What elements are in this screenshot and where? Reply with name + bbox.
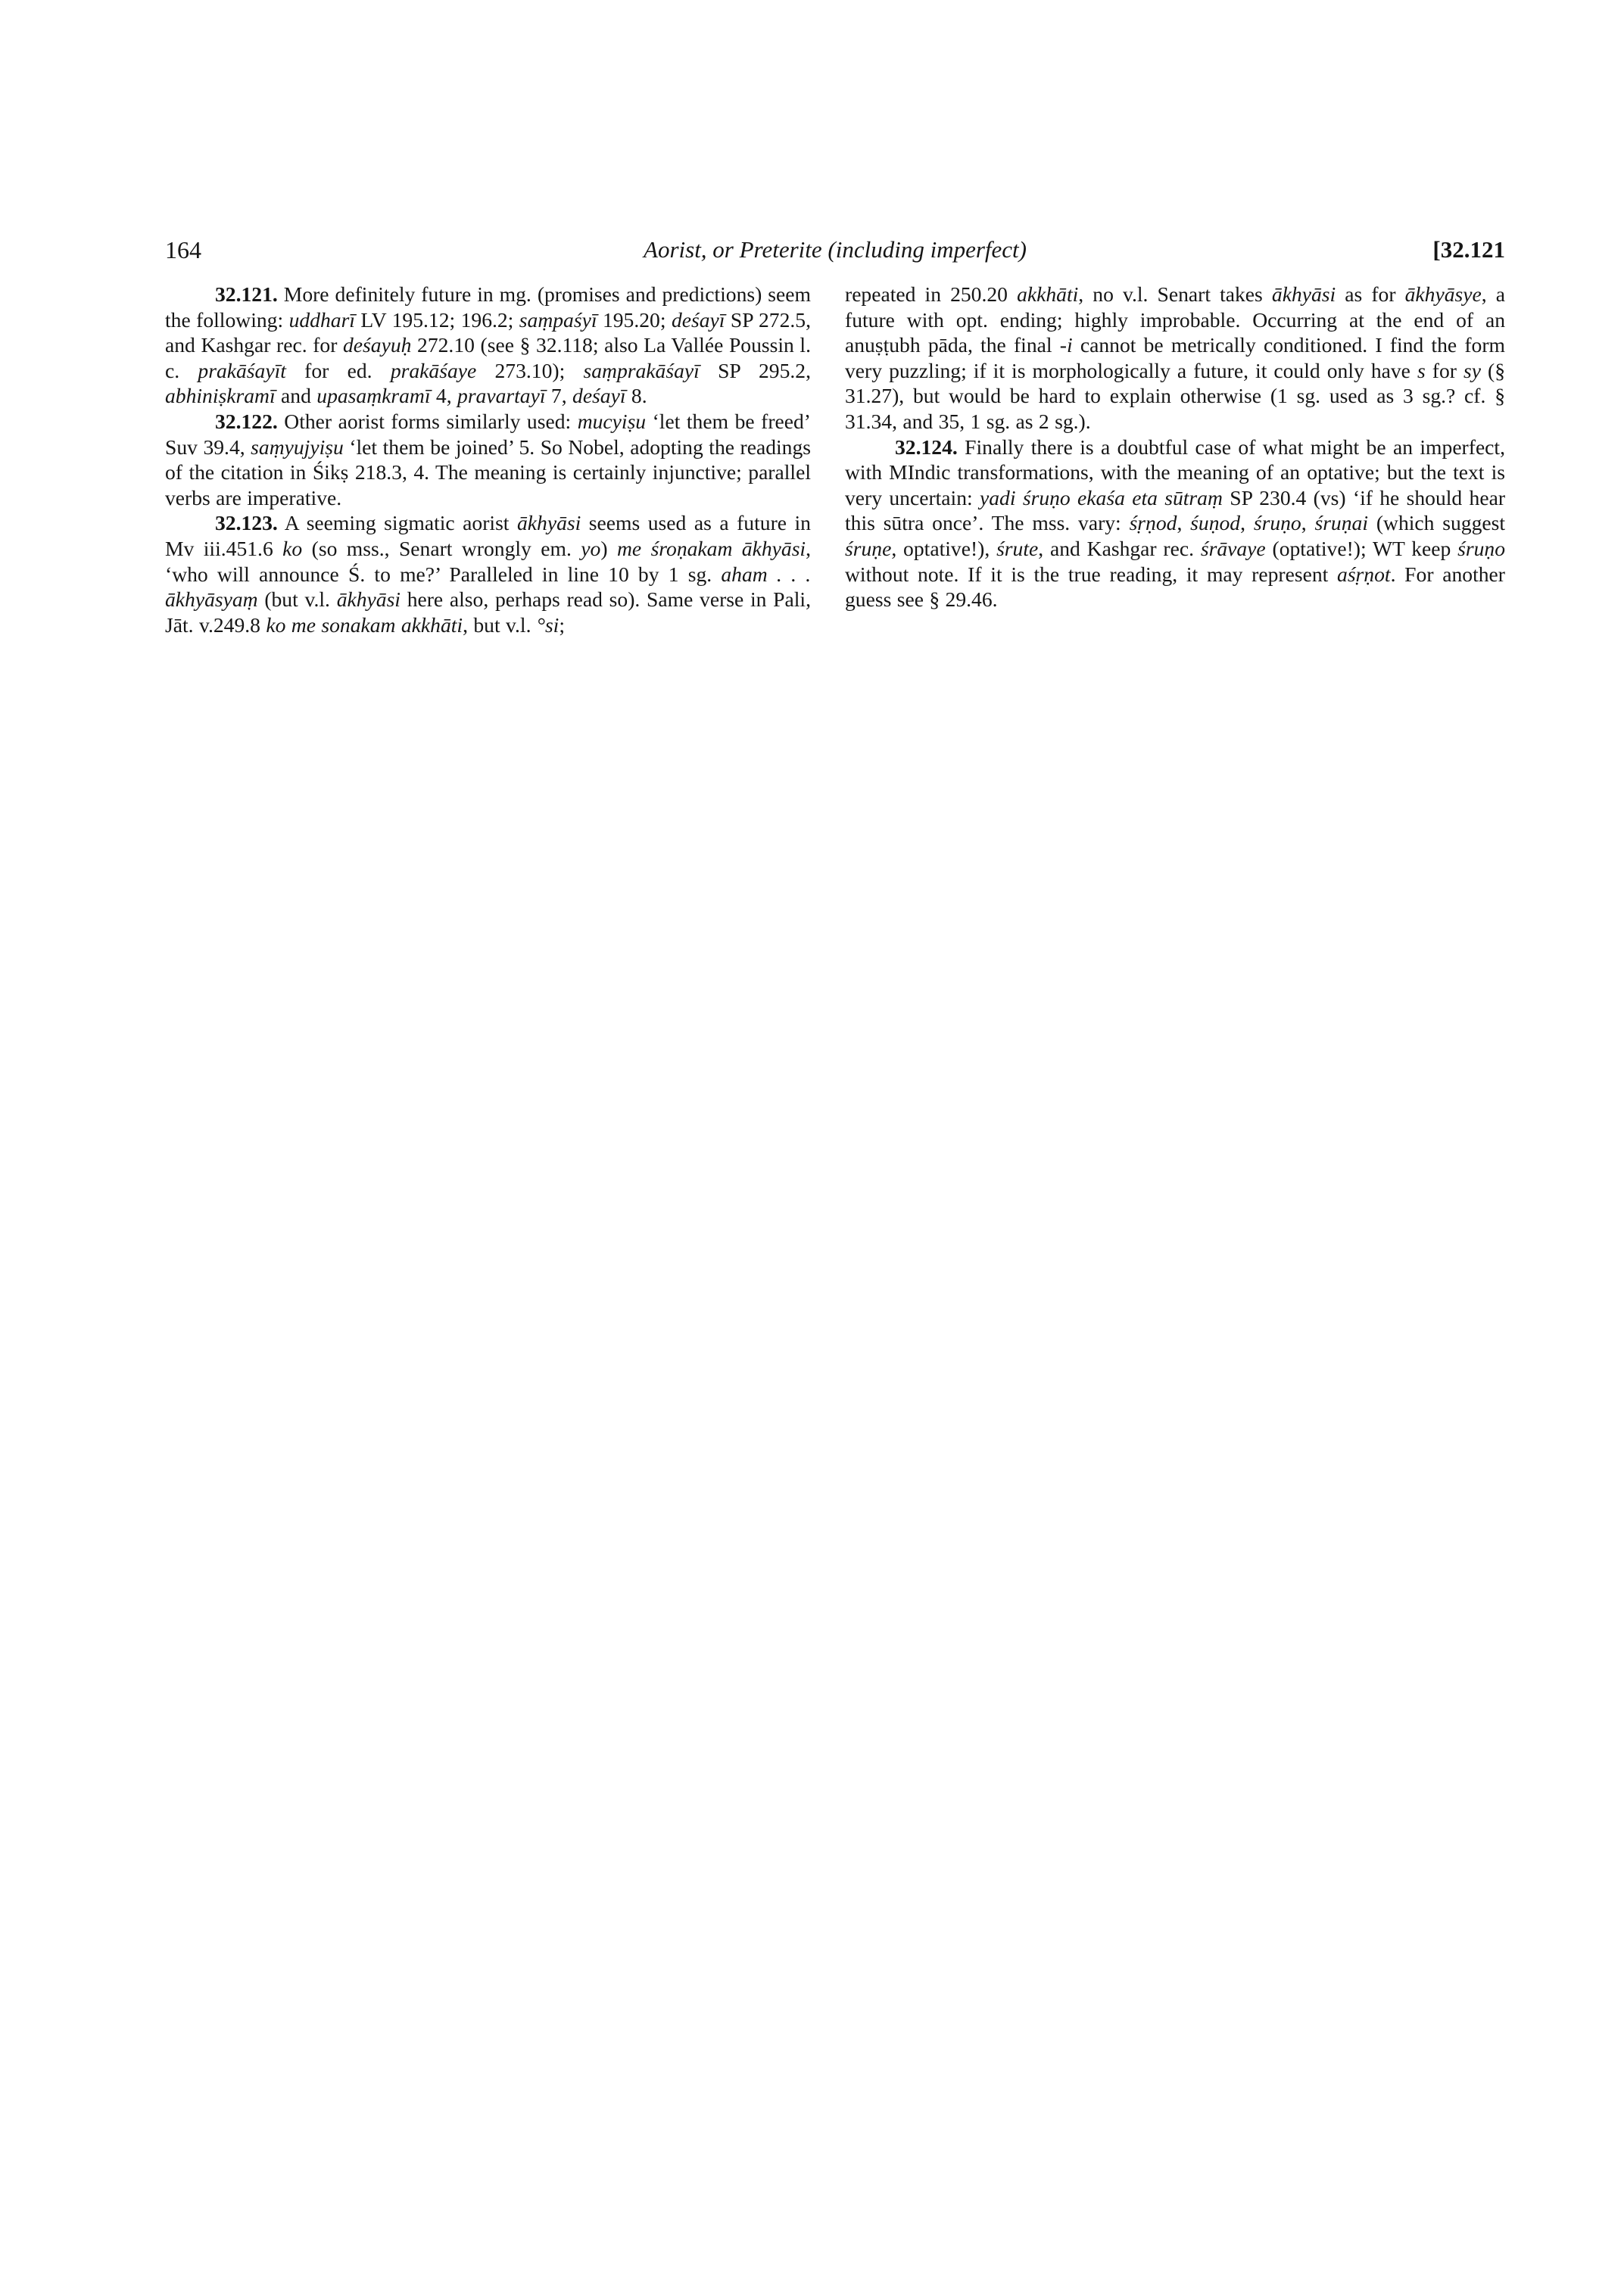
text-run: 273.10); [476,358,584,382]
page-header [165,232,1505,268]
italic-term: saṃyujyiṣu [251,435,344,459]
text-run: cannot be metrically conditioned. I find the form very puzzling; if it is morphologically a future, it could only have [845,333,1505,382]
text-run: 272.10 (see § 32.118; also La Vallée Poussin l. c. [165,333,812,382]
italic-term: °si [536,612,560,637]
text-run: 4, [430,384,458,408]
section-number: 32.122. [215,409,278,433]
italic-term: deśayuḥ [343,333,412,357]
italic-term: śruṇo [1457,536,1506,560]
text-run: , [1177,511,1191,535]
italic-term: aham . . . ākhyāsyaṃ [165,562,811,612]
section-number: 32.121. [215,282,278,306]
italic-term: ko [282,536,303,560]
italic-term: śrāvaye [1200,536,1266,560]
italic-term: sy [1463,358,1481,382]
text-run: , optative!), [891,536,997,560]
text-run: for ed. [285,358,391,382]
italic-term: akkhāti [1017,282,1079,306]
italic-term: pravartayī [457,384,546,408]
text-run: Finally there is a doubtful case of what might be an imperfect, with MIndic transformations, with the meaning of an optative; but the text is very uncertain: [845,435,1505,509]
text-run: seems used as a future in Mv iii.451.6 [165,511,811,560]
text-run: , [1240,511,1254,535]
paragraph [165,510,811,637]
italic-term: yo [581,536,601,560]
text-run: More definitely future in mg. (promises and predictions) seem the following: [165,282,811,332]
text-run: (so mss., Senart wrongly em. [302,536,581,560]
text-run: for [1425,358,1463,382]
italic-term: uddharī [288,307,355,332]
italic-term: mucyiṣu [577,409,647,433]
text-run: , ‘who will announce Ś. to me?’ Paralleled in line 10 by 1 sg. [165,536,812,586]
text-run: , a future with opt. ending; highly improbable. Occurring at the end of an anuṣṭubh pāda, the final [845,282,1505,357]
text-run: (but v.l. [257,587,337,612]
italic-term: śruṇai [1314,511,1368,535]
paragraph [845,282,1505,435]
italic-term: ākhyāsye [1404,282,1482,306]
page-number: 164 [165,236,201,263]
italic-term: śrute [996,536,1039,560]
italic-term: s [1417,358,1426,382]
text-run: here also, perhaps read so). Same verse in Pali, Jāt. v.249.8 [165,587,811,637]
italic-term: saṃpaśyī [519,307,597,332]
right-column [845,282,1505,612]
text-run: ; [559,612,566,637]
text-run: (§ 31.27), but would be hard to explain otherwise (1 sg. used as 3 sg.? cf. § 31.34, and 35, 1 sg. as 2 sg.). [845,358,1505,433]
italic-term: prakāśaye [390,358,477,382]
text-run: , and Kashgar rec. [1038,536,1201,560]
text-run: , [1301,511,1315,535]
italic-term: ko me sonakam akkhāti [266,612,463,637]
text-run: without note. If it is the true reading, it may represent [845,562,1338,586]
paragraph [165,282,811,409]
paragraph [165,409,811,510]
italic-term: abhiniṣkramī [165,384,276,408]
italic-term: upasaṃkramī [316,384,431,408]
text-run: SP 272.5, and Kashgar rec. for [165,307,811,357]
italic-term: ākhyāsi [517,511,581,535]
section-number: 32.124. [895,435,958,459]
text-run: ) [600,536,617,560]
text-run: . For another guess see § 29.46. [845,562,1505,612]
text-run: LV 195.12; 196.2; [354,307,519,332]
text-run: repeated in 250.20 [845,282,1018,306]
italic-term: yadi śruṇo ekaśa eta sūtraṃ [980,485,1223,509]
running-title: Aorist, or Preterite (including imperfect) [644,236,1027,263]
italic-term: deśayī [572,384,626,408]
text-run: as for [1336,282,1405,306]
text-run: 7, [545,384,573,408]
italic-term: saṃprakāśayī [583,358,700,382]
italic-term: ākhyāsi [336,587,401,612]
italic-term: śruṇo [1253,511,1301,535]
italic-term: ākhyāsi [1271,282,1336,306]
section-number: 32.123. [215,511,278,535]
text-run: 8. [625,384,647,408]
italic-term: -i [1059,333,1073,357]
text-run: (which suggest [1368,511,1506,535]
text-run: (optative!); WT keep [1265,536,1458,560]
text-run: ‘let them be joined’ 5. So Nobel, adopting the readings of the citation in Śikṣ 218.3, 4. The meaning is certainly injunctive; parallel verbs are imperative. [165,435,811,509]
italic-term: śuṇod [1190,511,1241,535]
text-run: SP 230.4 (vs) ‘if he should hear this sūtra once’. The mss. vary: [845,485,1506,535]
italic-term: deśayī [671,307,725,332]
italic-term: aśṛṇot [1337,562,1391,586]
italic-term: prakāśayīt [198,358,286,382]
text-run: A seeming sigmatic aorist [277,511,517,535]
text-run: , no v.l. Senart takes [1078,282,1272,306]
italic-term: me śroṇakam ākhyāsi [616,536,806,560]
text-run: 195.20; [597,307,672,332]
italic-term: śruṇe [845,536,892,560]
paragraph [845,435,1505,612]
text-run: SP 295.2, [699,358,811,382]
section-mark: [32.121 [1432,236,1505,263]
text-run: , but v.l. [463,612,537,637]
text-run: and [275,384,317,408]
text-run: Other aorist forms similarly used: [277,409,578,433]
italic-term: śṛṇod [1129,511,1177,535]
text-run: ‘let them be freed’ Suv 39.4, [165,409,811,459]
left-column [165,282,811,637]
